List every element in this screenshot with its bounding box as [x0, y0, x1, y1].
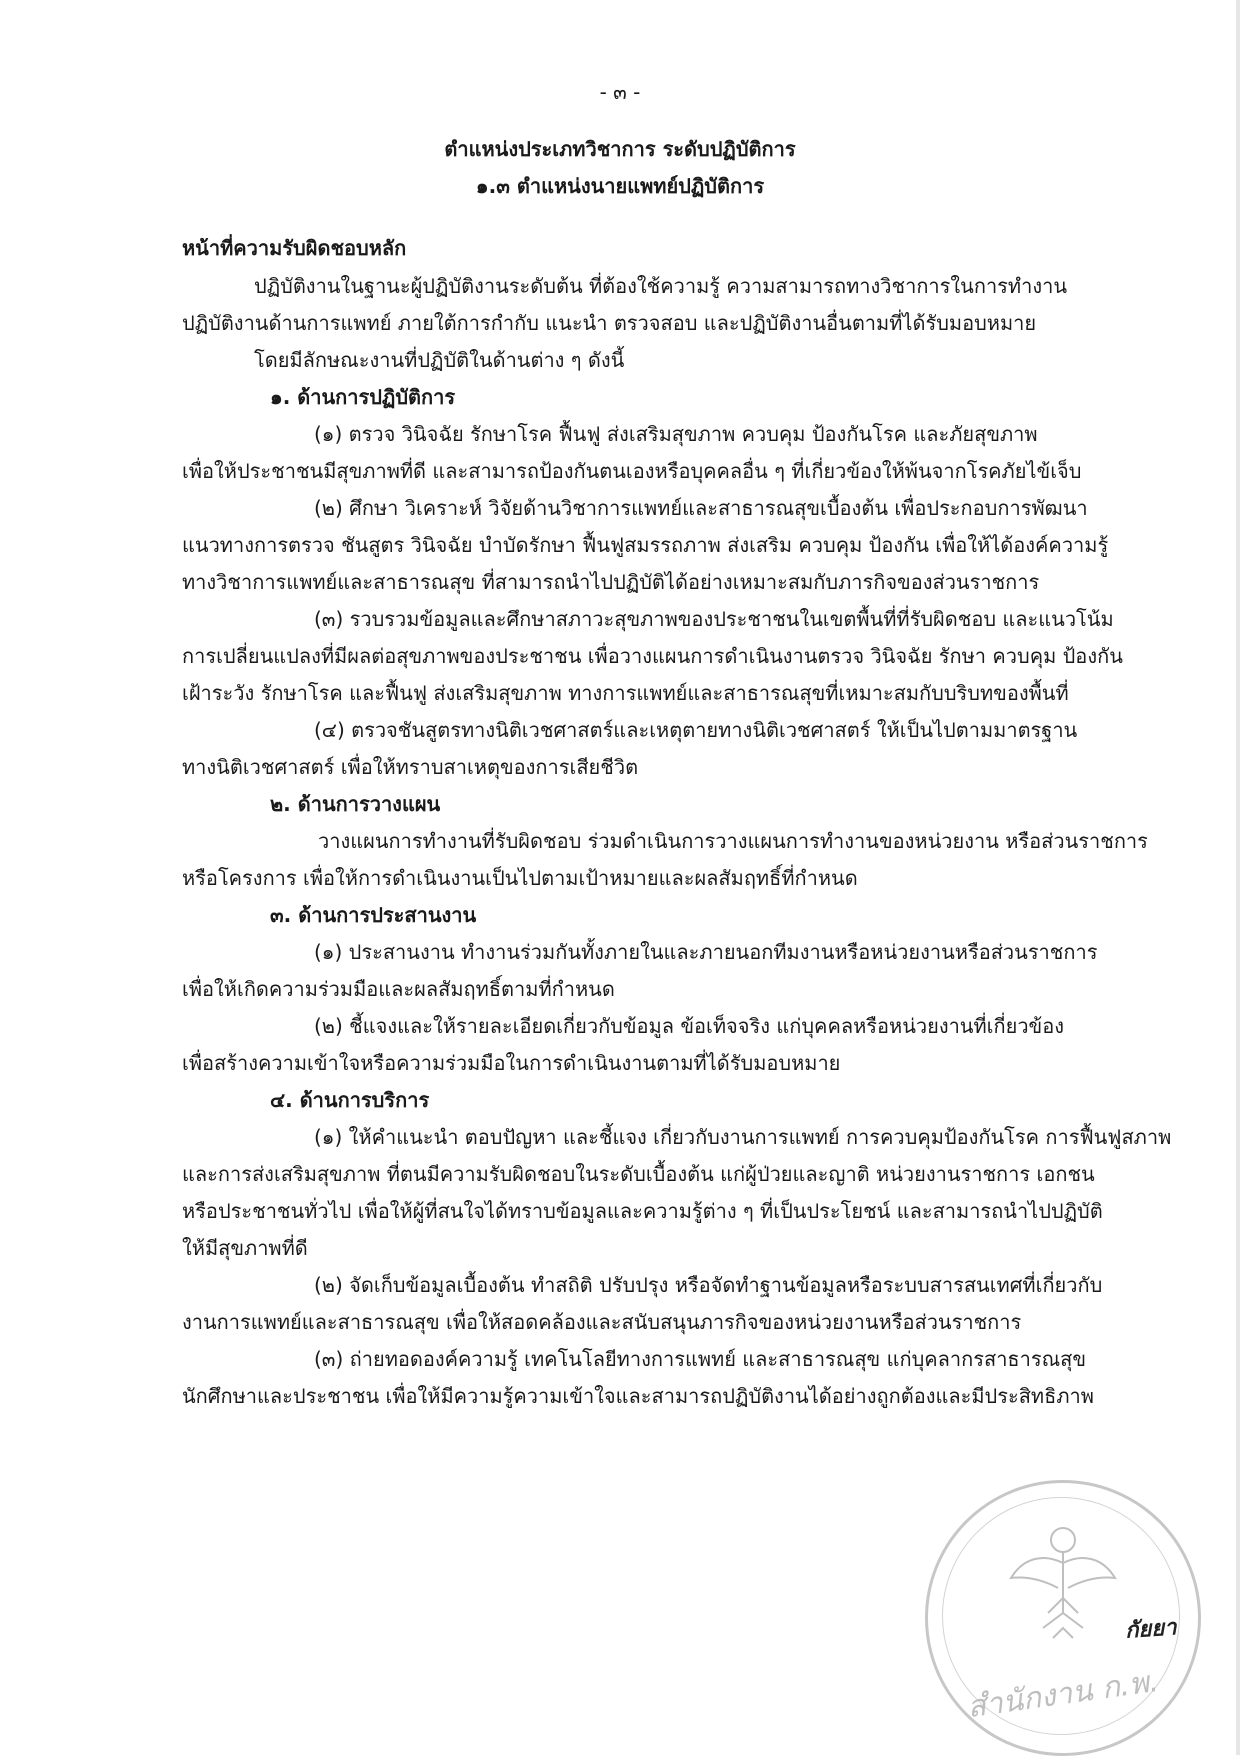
section-1-item-4-line-2: ทางนิติเวชศาสตร์ เพื่อให้ทราบสาเหตุของการเสียชีวิต [182, 755, 639, 779]
section-1-item-2-line-1: (๒) ศึกษา วิเคราะห์ วิจัยด้านวิชาการแพทย์และสาธารณสุขเบื้องต้น เพื่อประกอบการพัฒนา [314, 496, 1088, 520]
section-title: หน้าที่ความรับผิดชอบหลัก [182, 236, 407, 260]
section-1-item-2-line-2: แนวทางการตรวจ ชันสูตร วินิจฉัย บำบัดรักษา ฟื้นฟูสมรรถภาพ ส่งเสริม ควบคุม ป้องกัน เพื่อให้ได้องค์ความรู้ [182, 533, 1109, 557]
official-seal-label: สำนักงาน ก.พ. [965, 1663, 1161, 1726]
section-2-item-1-line-1: วางแผนการทำงานที่รับผิดชอบ ร่วมดำเนินการวางแผนการทำงานของหน่วยงาน หรือส่วนราชการ [318, 829, 1148, 853]
section-4-item-1-line-4: ให้มีสุขภาพที่ดี [182, 1236, 308, 1260]
intro-line-1: ปฏิบัติงานในฐานะผู้ปฏิบัติงานระดับต้น ที่ต้องใช้ความรู้ ความสามารถทางวิชาการในการทำงาน [254, 274, 1068, 298]
section-4-item-2-line-2: งานการแพทย์และสาธารณสุข เพื่อให้สอดคล้องและสนับสนุนภารกิจของหน่วยงานหรือส่วนราชการ [182, 1310, 1022, 1334]
section-3-item-1-line-2: เพื่อให้เกิดความร่วมมือและผลสัมฤทธิ์ตามที่กำหนด [182, 977, 615, 1001]
section-1-item-3-line-2: การเปลี่ยนแปลงที่มีผลต่อสุขภาพของประชาชน เพื่อวางแผนการดำเนินงานตรวจ วินิจฉัย รักษา ควบคุม ป้องกัน [182, 644, 1123, 668]
heading-line-2: ๑.๓ ตำแหน่งนายแพทย์ปฏิบัติการ [475, 174, 765, 198]
section-2-title: ๒. ด้านการวางแผน [270, 792, 441, 816]
section-1-item-2-line-3: ทางวิชาการแพทย์และสาธารณสุข ที่สามารถนำไปปฏิบัติได้อย่างเหมาะสมกับภารกิจของส่วนราชการ [182, 570, 1040, 594]
section-1-item-4-line-1: (๔) ตรวจชันสูตรทางนิติเวชศาสตร์และเหตุตายทางนิติเวชศาสตร์ ให้เป็นไปตามมาตรฐาน [314, 718, 1078, 742]
intro-line-2: ปฏิบัติงานด้านการแพทย์ ภายใต้การกำกับ แนะนำ ตรวจสอบ และปฏิบัติงานอื่นตามที่ได้รับมอบหมาย [182, 311, 1037, 335]
section-4-item-1-line-3: หรือประชาชนทั่วไป เพื่อให้ผู้ที่สนใจได้ทราบข้อมูลและความรู้ต่าง ๆ ที่เป็นประโยชน์ และสามารถนำไปปฏิบัติ [182, 1199, 1103, 1223]
section-4-item-1-line-2: และการส่งเสริมสุขภาพ ที่ตนมีความรับผิดชอบในระดับเบื้องต้น แก่ผู้ป่วยและญาติ หน่วยงานราชการ เอกชน [182, 1162, 1095, 1186]
handwritten-signature: กัยยา [1124, 1615, 1178, 1644]
section-2-item-1-line-2: หรือโครงการ เพื่อให้การดำเนินงานเป็นไปตามเป้าหมายและผลสัมฤทธิ์ที่กำหนด [182, 866, 858, 890]
section-4-item-3-line-1: (๓) ถ่ายทอดองค์ความรู้ เทคโนโลยีทางการแพทย์ และสาธารณสุข แก่บุคลากรสาธารณสุข [314, 1347, 1087, 1371]
section-4-item-1-line-1: (๑) ให้คำแนะนำ ตอบปัญหา และชี้แจง เกี่ยวกับงานการแพทย์ การควบคุมป้องกันโรค การฟื้นฟูสภาพ [314, 1125, 1172, 1149]
section-4-item-3-line-2: นักศึกษาและประชาชน เพื่อให้มีความรู้ความเข้าใจและสามารถปฏิบัติงานได้อย่างถูกต้องและมีประสิทธิภาพ [182, 1384, 1094, 1408]
section-1-title: ๑. ด้านการปฏิบัติการ [270, 385, 456, 409]
section-4-item-2-line-1: (๒) จัดเก็บข้อมูลเบื้องต้น ทำสถิติ ปรับปรุง หรือจัดทำฐานข้อมูลหรือระบบสารสนเทศที่เกี่ยวกับ [314, 1273, 1103, 1297]
section-4-title: ๔. ด้านการบริการ [270, 1088, 430, 1112]
section-3-item-2-line-2: เพื่อสร้างความเข้าใจหรือความร่วมมือในการดำเนินงานตามที่ได้รับมอบหมาย [182, 1051, 841, 1075]
garuda-emblem-icon [1003, 1518, 1123, 1648]
section-1-item-3-line-3: เฝ้าระวัง รักษาโรค และฟื้นฟู ส่งเสริมสุขภาพ ทางการแพทย์และสาธารณสุขที่เหมาะสมกับบริบทของพื้นที่ [182, 681, 1069, 705]
scan-edge [1236, 0, 1240, 1755]
intro-line-3: โดยมีลักษณะงานที่ปฏิบัติในด้านต่าง ๆ ดังนี้ [254, 348, 625, 372]
section-1-item-1-line-2: เพื่อให้ประชาชนมีสุขภาพที่ดี และสามารถป้องกันตนเองหรือบุคคลอื่น ๆ ที่เกี่ยวข้องให้พ้นจากโรคภัยไข้เจ็บ [182, 459, 1082, 483]
heading-line-1: ตำแหน่งประเภทวิชาการ ระดับปฏิบัติการ [444, 137, 796, 161]
section-1-item-1-line-1: (๑) ตรวจ วินิจฉัย รักษาโรค ฟื้นฟู ส่งเสริมสุขภาพ ควบคุม ป้องกันโรค และภัยสุขภาพ [314, 422, 1038, 446]
section-3-item-2-line-1: (๒) ชี้แจงและให้รายละเอียดเกี่ยวกับข้อมูล ข้อเท็จจริง แก่บุคคลหรือหน่วยงานที่เกี่ยวข้อง [314, 1014, 1065, 1038]
section-3-title: ๓. ด้านการประสานงาน [270, 903, 477, 927]
section-1-item-3-line-1: (๓) รวบรวมข้อมูลและศึกษาสภาวะสุขภาพของประชาชนในเขตพื้นที่ที่รับผิดชอบ และแนวโน้ม [314, 607, 1114, 631]
section-3-item-1-line-1: (๑) ประสานงาน ทำงานร่วมกันทั้งภายในและภายนอกทีมงานหรือหน่วยงานหรือส่วนราชการ [314, 940, 1098, 964]
page-number: - ๓ - [599, 80, 641, 104]
